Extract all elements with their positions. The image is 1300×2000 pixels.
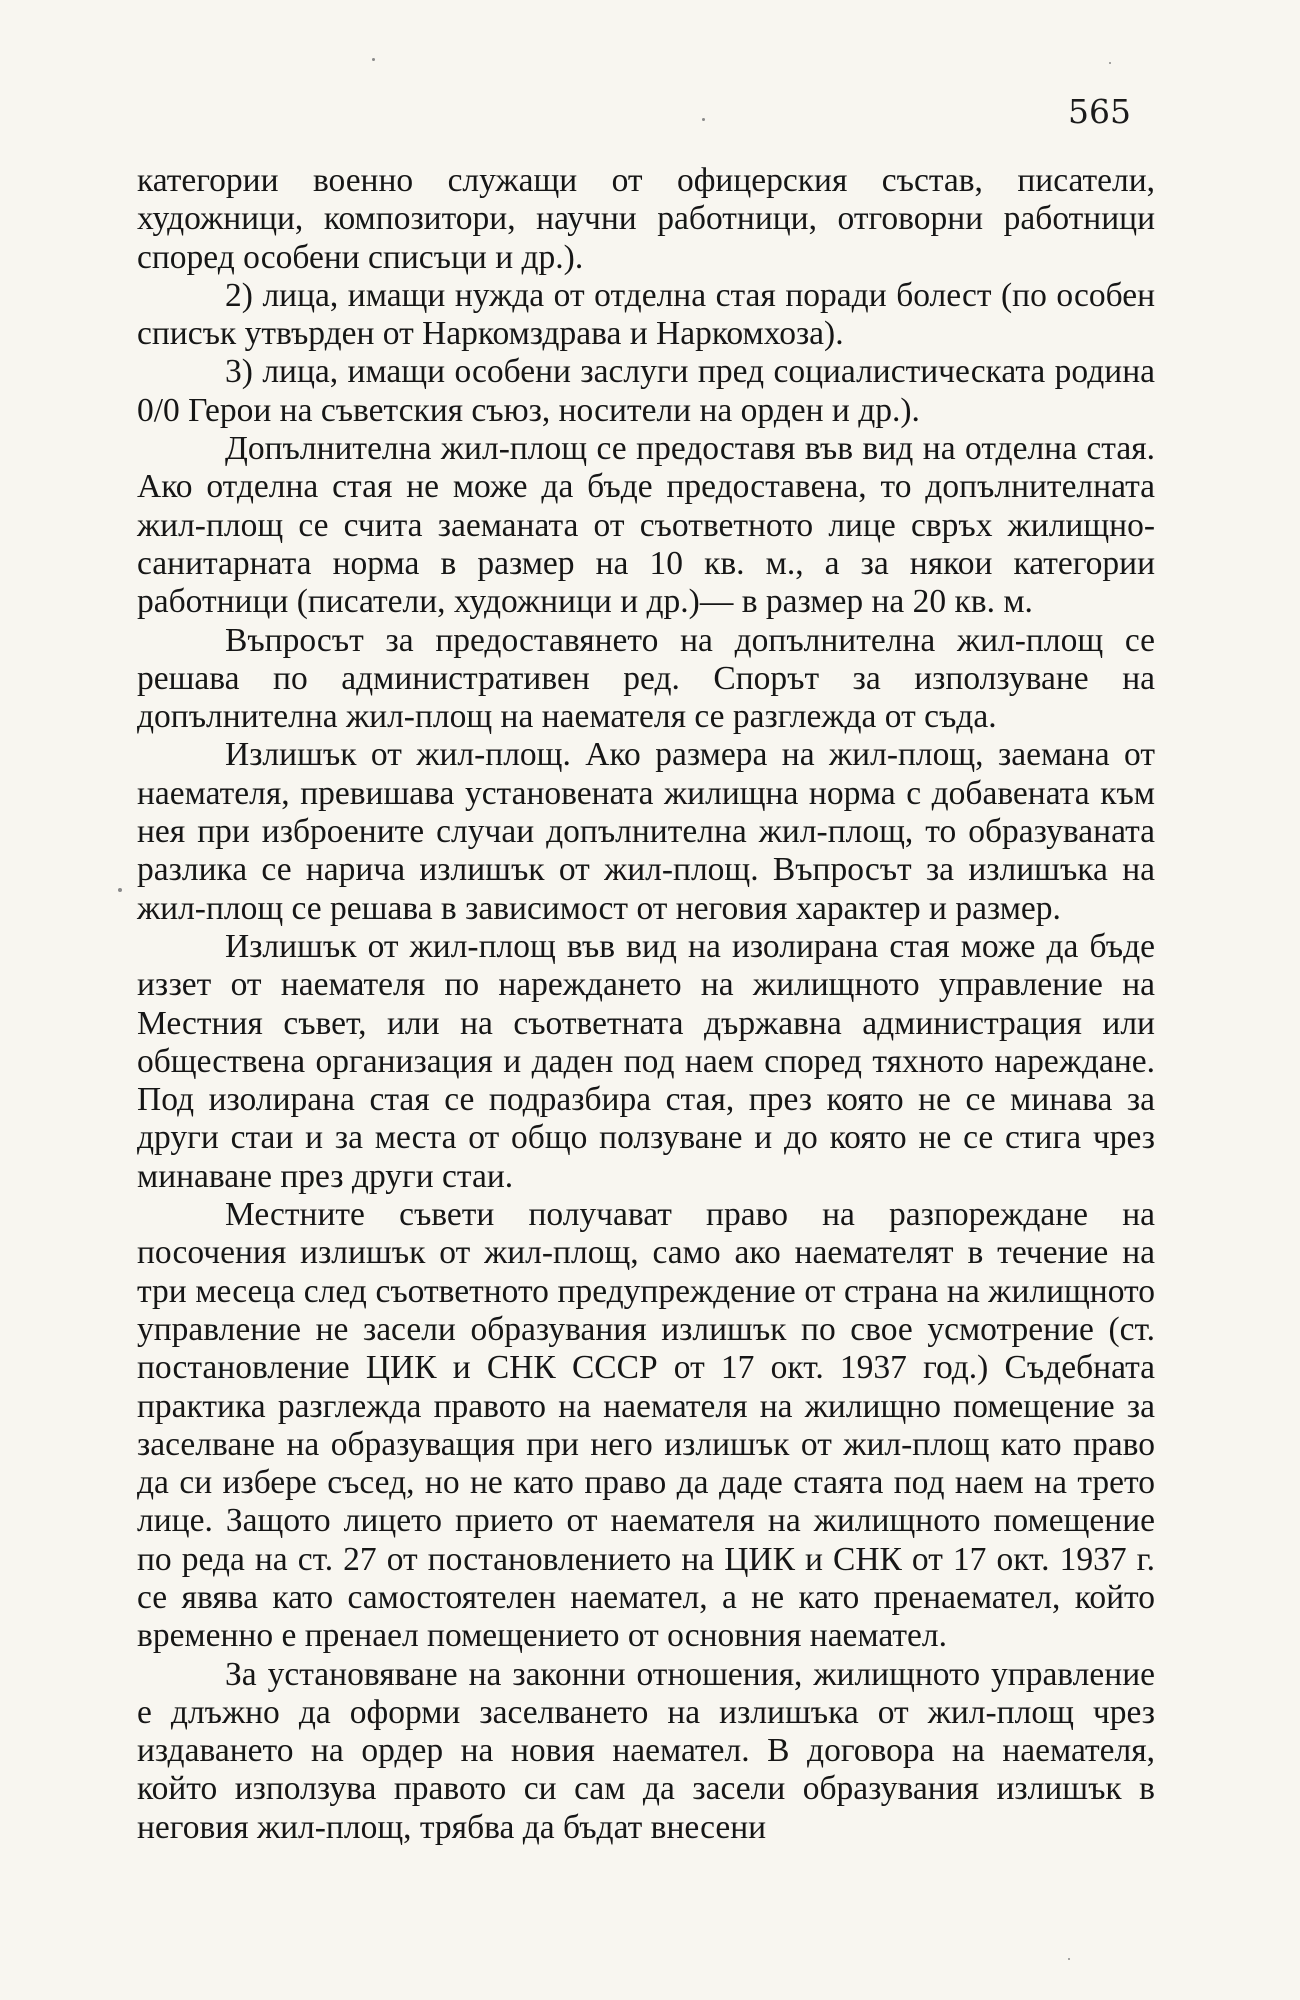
scan-speck [702, 118, 705, 121]
scan-speck [372, 58, 375, 61]
paragraph-4: Допълнителна жил-площ се предоставя във вид на отделна стая. Ако отделна стая не може да бъде предоставена, то допълнителната жил-площ се счита заеманата от съответното лице свръх жилищно-санитарната норма в размер на 10 кв. м., а за някои категории работници (писатели, художници и др.)— в размер на 20 кв. м. [137, 430, 1155, 621]
scan-speck [1068, 1958, 1070, 1960]
paragraph-6: Излишък от жил-площ. Ако размера на жил-площ, заемана от наемателя, превишава установената жилищна норма с добавената към нея при изброените случаи допълнителна жил-площ, то образуваната разлика се нарича излишък от жил-площ. Въпросът за излишъка на жил-площ се решава в зависимост от неговия характер и размер. [137, 736, 1155, 927]
paragraph-9: За установяване на законни отношения, жилищното управление е длъжно да оформи заселването на излишъка от жил-площ чрез издаването на ордер на новия наемател. В договора на наемателя, който използува правото си сам да засели образувания излишък в неговия жил-площ, трябва да бъдат внесени [137, 1655, 1155, 1846]
paragraph-7: Излишък от жил-площ във вид на изолирана стая може да бъде иззет от наемателя по нареждането на жилищното управление на Местния съвет, или на съответната държавна администрация или обществена организация и даден под наем според тяхното нареждане. Под изолирана стая се подразбира стая, през която не се минава за други стаи и за места от общо ползуване и до която не се стига чрез минаване през други стаи. [137, 927, 1155, 1195]
paragraph-1: категории военно служащи от офицерския състав, писатели, художници, композитори, научни работници, отговорни работници според особени списъци и др.). [137, 162, 1155, 276]
paragraph-2: 2) лица, имащи нужда от отделна стая поради болест (по особен списък утвърден от Наркомздрава и Наркомхоза). [137, 276, 1155, 353]
scan-speck [118, 888, 122, 892]
page-number: 565 [1068, 92, 1131, 131]
paragraph-8: Местните съвети получават право на разпореждане на посочения излишък от жил-площ, само ако наемателят в течение на три месеца след съответното предупреждение от страна на жилищното управление не засели образувания излишък по свое усмотрение (ст. постановление ЦИК и СНК СССР от 17 окт. 1937 год.) Съдебната практика разглежда правото на наемателя на жилищно помещение за заселване на образуващия при него излишък от жил-площ като право да си избере съсед, но не като право да даде стаята под наем на трето лице. Защото лицето прието от наемателя на жилищното помещение по реда на ст. 27 от постановлението на ЦИК и СНК от 17 окт. 1937 г. се явява като самостоятелен наемател, а не като пренаемател, който временно е пренаел помещението от основния наемател. [137, 1196, 1155, 1655]
paragraph-3: 3) лица, имащи особени заслуги пред социалистическата родина 0/0 Герои на съветския съюз, носители на орден и др.). [137, 353, 1155, 429]
scan-speck [1109, 62, 1111, 64]
paragraph-5: Въпросът за предоставянето на допълнителна жил-площ се решава по административен ред. Спорът за използуване на допълнителна жил-площ на наемателя се разглежда от съда. [137, 621, 1155, 736]
body-text [137, 162, 1155, 1847]
